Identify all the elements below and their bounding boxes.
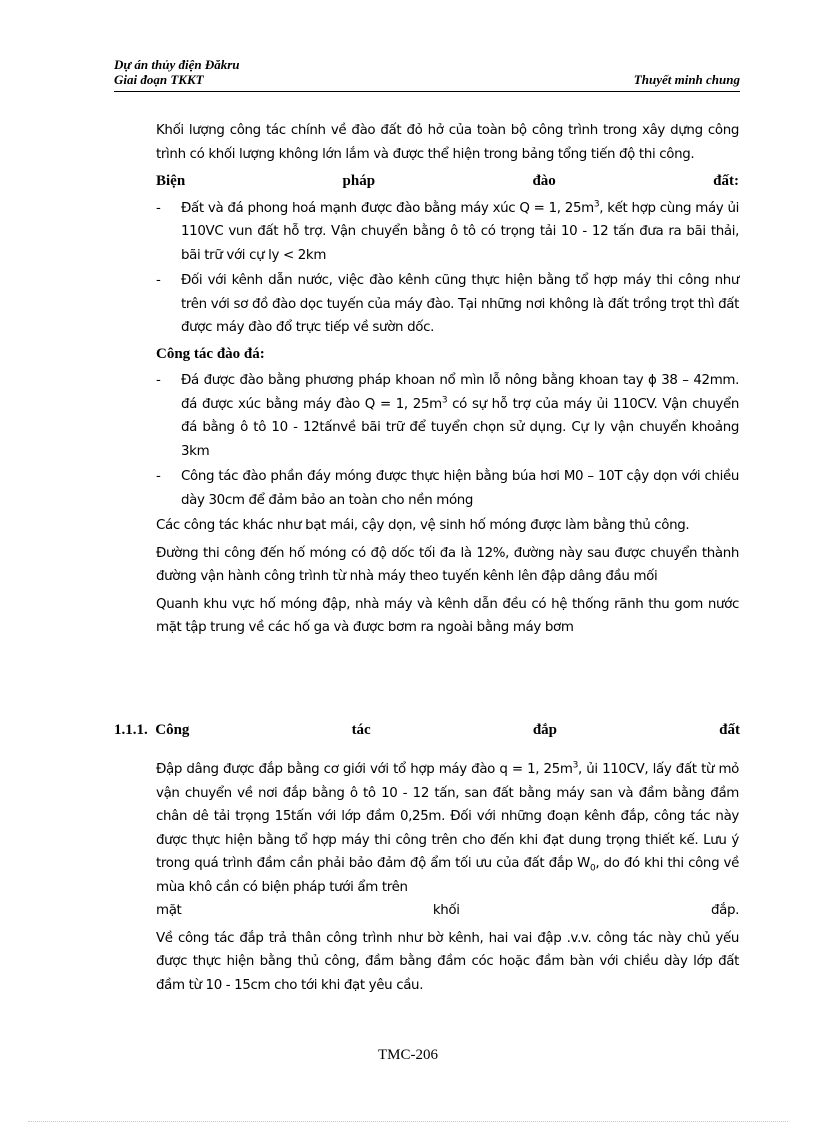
heading-word: đào bbox=[532, 173, 556, 189]
list-text: Đối với kênh dẫn nước, việc đào kênh cũng thực hiện bằng tổ hợp máy thi công như trên với sơ đồ đào dọc tuyến của máy đào. Tại những nơi không là đất trồng trọt thì đất được máy đào đổ trực tiếp về sườn dốc. bbox=[181, 273, 739, 335]
section-heading bbox=[114, 722, 740, 739]
heading-word: Công bbox=[155, 722, 190, 738]
body-text-section-2 bbox=[156, 758, 739, 1001]
section-number: 1.1.1. bbox=[114, 722, 148, 738]
list-dash: - bbox=[156, 469, 161, 484]
rock-excavation-heading: Công tác đào đá: bbox=[156, 345, 265, 362]
list-dash: - bbox=[156, 273, 161, 288]
document-title: Thuyết minh chung bbox=[633, 72, 740, 87]
heading-word: Biện bbox=[156, 173, 186, 189]
page-bottom-rule bbox=[28, 1121, 788, 1122]
header-rule bbox=[114, 91, 740, 92]
list-item bbox=[156, 269, 739, 340]
list-text: , kết hợp cùng máy ủi 110VC vun đất hỗ trợ. Vận chuyển bằng ô tô có trọng tải 10 - 12 tấn đưa ra bãi thải, bãi trữ với cự ly < 2km bbox=[181, 200, 739, 263]
excavation-method-heading bbox=[156, 170, 739, 194]
heading-word: đất bbox=[719, 722, 740, 738]
heading-word: tác bbox=[351, 722, 371, 738]
page-number: TMC-206 bbox=[378, 1047, 438, 1063]
design-stage: Giai đoạn TKKT bbox=[114, 72, 204, 87]
project-name: Dự án thủy điện Đăkru bbox=[114, 57, 240, 72]
heading-word: pháp bbox=[342, 173, 376, 189]
heading-word: đất: bbox=[713, 173, 739, 189]
heading-word: đắp bbox=[532, 722, 558, 738]
text-run: đắp. bbox=[710, 903, 739, 918]
paragraph: Đường thi công đến hố móng có độ dốc tối đa là 12%, đường này sau được chuyển thành đường vận hành công trình từ nhà máy theo tuyến kênh lên đập dâng đầu mối bbox=[156, 545, 739, 584]
superscript: 3 bbox=[441, 395, 448, 406]
text-run: , ủi 110CV, lấy đất từ mỏ vận chuyển về nơi đắp bằng ô tô 10 - 12 tấn, san đất bằng máy san và đầm bằng đầm chân dê tải trọng 15tấn với lớp đầm 0,25m. Đối với những đoạn kênh đắp, công tác này được thực hiện bằng tổ hợp máy thi công trên cho đến khi đạt dung trọng thiết kế. Lưu ý trong quá trình đầm cần phải bảo đảm độ ẩm tối ưu của đất đắp W bbox=[156, 762, 739, 871]
list-text: có sự hỗ trợ của máy ủi 110CV. Vận chuyển đá bằng ô tô 10 - 12tấnvề bãi trữ để tuyển chọn sử dụng. Cự ly vận chuyển khoảng 3km bbox=[181, 396, 739, 459]
section-number-and-word bbox=[114, 722, 189, 739]
list-dash: - bbox=[156, 200, 161, 216]
intro-paragraph: Khối lượng công tác chính về đào đất đỏ hở của toàn bộ công trình trong xây dựng công trình có khối lượng không lớn lắm và được thể hiện trong bảng tổng tiến độ thi công. bbox=[156, 123, 739, 162]
text-run: , do đó khi thi công về mùa khô cần có biện pháp tưới ẩm trên bbox=[156, 856, 739, 895]
fill-paragraph bbox=[156, 758, 739, 899]
body-text-section-1 bbox=[156, 119, 739, 644]
subscript: 0 bbox=[589, 863, 596, 874]
list-text: Đá được đào bằng phương pháp khoan nổ mìn lỗ nông bằng khoan tay ϕ 38 – 42mm. đá được xúc bằng máy đào Q = 1, 25m bbox=[181, 373, 739, 412]
list-item bbox=[156, 369, 739, 463]
fill-paragraph-last-line bbox=[156, 899, 739, 923]
list-item bbox=[156, 197, 739, 268]
paragraph: Về công tác đắp trả thân công trình như bờ kênh, hai vai đập .v.v. công tác này chủ yếu được thực hiện bằng thủ công, đầm bằng đầm cóc hoặc đầm bàn với chiều dày lớp đất đầm từ 10 - 15cm cho tới khi đạt yêu cầu. bbox=[156, 930, 739, 993]
list-item bbox=[156, 465, 739, 512]
paragraph: Các công tác khác như bạt mái, cậy dọn, vệ sinh hố móng được làm bằng thủ công. bbox=[156, 518, 690, 533]
superscript: 3 bbox=[572, 760, 578, 771]
page-header bbox=[114, 57, 740, 87]
superscript: 3 bbox=[593, 199, 600, 210]
list-text: Đất và đá phong hoá mạnh được đào bằng máy xúc Q = 1, 25m bbox=[181, 200, 594, 216]
paragraph: Quanh khu vực hố móng đập, nhà máy và kênh dẫn đều có hệ thống rãnh thu gom nước mặt tập trung về các hố ga và được bơm ra ngoài bằng máy bơm bbox=[156, 596, 739, 635]
text-run: Đập dâng được đắp bằng cơ giới với tổ hợp máy đào q = 1, 25m bbox=[156, 762, 573, 777]
text-run: khối bbox=[432, 903, 460, 918]
list-text: Công tác đào phần đáy móng được thực hiện bằng búa hơi M0 – 10T cậy dọn với chiều dày 30cm để đảm bảo an toàn cho nền móng bbox=[181, 469, 739, 508]
list-dash: - bbox=[156, 373, 161, 388]
text-run: mặt bbox=[156, 903, 182, 918]
